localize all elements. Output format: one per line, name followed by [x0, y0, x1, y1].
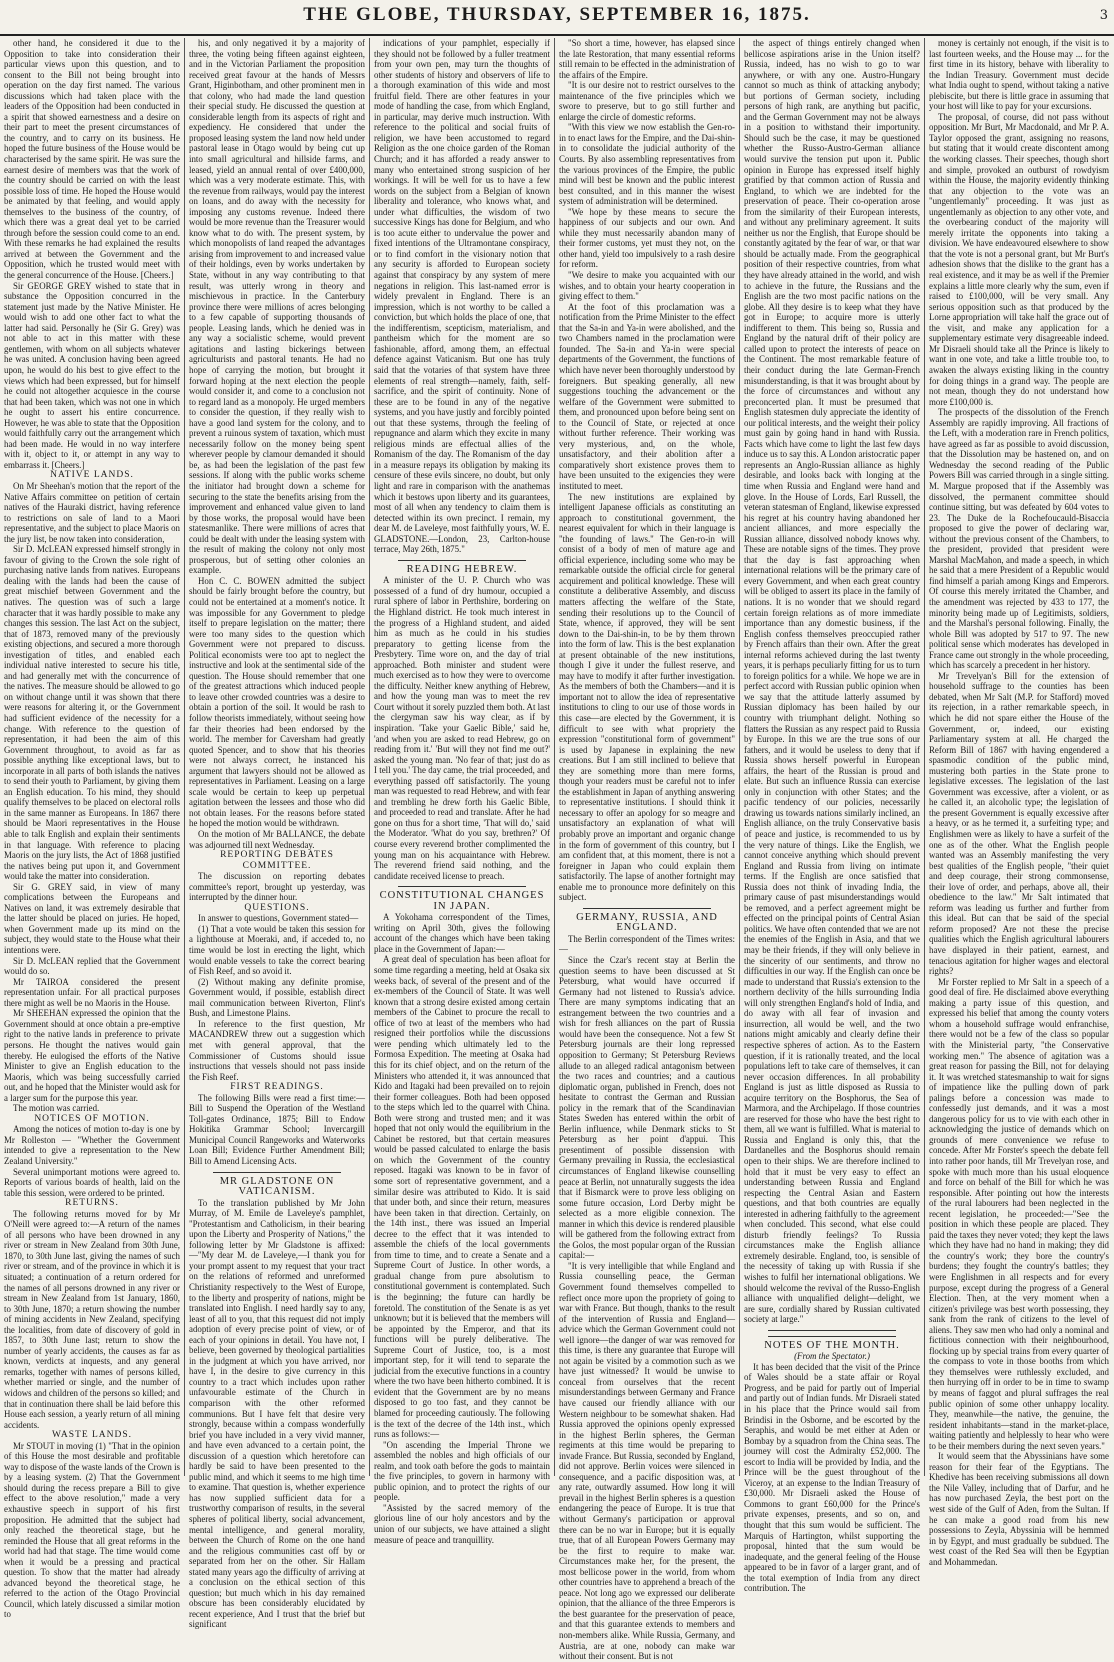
column-rule — [554, 38, 555, 1476]
article-paragraph: "It is our desire not to restrict ourselves to the maintenance of the five principles which we swore to preserve, but to go still further and enlarge the circle of domestic reforms. — [559, 80, 735, 122]
section-divider — [768, 1330, 896, 1331]
article-paragraph: Mr STOUT in moving (1) "That in the opinion of this House the most desirable and profitable way to dispose of the waste lands of the Crown is by a leasing system. (2) That the Government should during the recess prepare a Bill to give effect to the above resolution," made a very exhaustive speech in support of his first proposition. He admitted that the subject had only reached the theoretical stage, but he reminded the House that all great reforms in the world had had that stage. The time would come when it would be a pressing and practical question. To show that the matter had already advanced beyond the theoretical stage, he referred to the action of the Otago Provincial Council, which lately discussed a similar motion to — [4, 1440, 180, 1620]
section-heading: FIRST READINGS. — [230, 1082, 324, 1093]
article-paragraph: The Berlin correspondent of the Times writes:— — [559, 933, 735, 955]
column-1 — [4, 38, 180, 1620]
article-paragraph: Sir GEORGE GREY wished to state that in substance the Opposition concurred in the statement just made by the Native Minister. He would wish to add one other fact to what the latter had said. Personally he (Sir G. Grey) was not able to act in this matter with these gentlemen, with whom on all subjects whatever he was united. A conclusion having been agreed upon, he would do his best to give effect to the views which had been expressed, but for himself he could not altogether acquiesce in the course that had been taken, which was not one in which he ought to assert his entire concurrence. However, he was able to state that the Opposition would faithfully carry out the arrangement which had been made. He would in no way interfere with it, object to it, or attempt in any way to embarrass it. [Cheers.] — [4, 280, 180, 470]
article-source: (From the Spectator.) — [794, 1351, 870, 1362]
article-divider — [583, 908, 711, 909]
section-heading: WASTE LANDS. — [51, 1430, 133, 1441]
article-paragraph: "With this view we now establish the Gen-ro-in to enact laws for the Empire, and the Dai-shin-in to consolidate the judicial authority of the Courts. By also assembling representatives from the various provinces of the Empire, the public mind will best be known and the public interest best consulted, and in this manner the wisest system of administration will be determined. — [559, 122, 735, 207]
article-paragraph: Sir D. McLEAN expressed himself strongly in favour of giving to the Crown the sole right of purchasing native lands from natives. Europeans dealing with the lands had been the cause of great mischief between Government and the natives. The question was of such a large character that it was hardly possible to make any changes this session. The last Act on the subject, that of 1873, removed many of the previously existing objections, and secured a more thorough investigation of titles, and enabled each individual native interested to secure his title, and had generally met with the concurrence of the natives. The measure should be allowed to go on without change until it was shown that there were reasons for altering it, or the Government had sufficient evidence of the necessity for a change. With reference to the question of representation, it had been the aim of this Government throughout, to avoid as far as possible anything like exceptional laws, but to incorporate in all parts of both islands the natives to send their youth to Parliament, by giving them an English education. To his mind, they should qualify themselves to be placed on electoral rolls in the same manner as Europeans. In 1867 there should be Maori representatives in the House able to talk English and explain their sentiments in that language. With reference to placing Maoris on the jury lists, the Act of 1868 justified the natives being put upon it, and Government would take the matter into consideration. — [4, 544, 180, 882]
article-paragraph: "So short a time, however, has elapsed since the late Restoration, that many essential reforms still remain to be effected in the administration of the affairs of the Empire. — [559, 38, 735, 80]
article-paragraph: (2) Without making any definite promise, Government would, if possible, establish direct mail communication between Riverton, Flint's Bush, and Limestone Plains. — [189, 976, 365, 1019]
column-rule — [924, 38, 925, 1476]
article-paragraph: Since the Czar's recent stay at Berlin the question seems to have been discussed at St Petersburg, what would have occurred if Germany had not listened to Russia's advice. There are many symptoms indicating that an estrangement between the two countries and a wish for fresh alliances on the part of Russia would have been the consequence. Not a few St Petersburg journals are their long repressed opposition to Germany; St Petersburg Reviews allude to an alleged radical antagonism between the two races and countries; and a cautious diplomatic organ, published in French, does not hesitate to contrast the German and Russian policy in the remark that of the Scandinavian States Sweden has entered within the orbit of Berlin influence, while Denmark sticks to St Petersburg as her point d'appui. This presentiment of possible dissension with Germany prevailing in Russia, the ecclesiastical circumstances of England likewise counselling peace at Berlin, not unnaturally suggests the idea that if Bismarck were to prove less obliging on some future occasion, Lord Derby might be selected as a more eligible connexion. The manner in which this device is rendered plausible will be gathered from the following extract from the Golos, the most popular organ of the Russian capital:— — [559, 955, 735, 1261]
article-paragraph: his, and only negatived it by a majority of three, the voting being fifteen against eighteen, and in the Victorian Parliament the proposition received great favour at the hands of Messrs Grant, Higinbotham, and other prominent men in that colony, who had made the land question their special study. He discussed the question at considerable length from its aspects of right and expediency. He considered that under the proposed leasing system the land now held under pastoral lease in Otago would by being cut up into small agricultural and hillside farms, and leased, yield an annual rental of over £400,000, which was a very moderate estimate. This, with the revenue from railways, would pay the interest on loans, and do away with the necessity for imposing any customs revenue. Indeed there would be more revenue than the Treasurer would know what to do with. The present system, by which monopolists of land reaped the advantages arising from improvement to and increased value of their holdings, even by works undertaken by State, without in any way contributing to that result, was utterly wrong in theory and mischievous in practice. In the Canterbury province there were millions of acres belonging to a few capable of supporting thousands of people. Leasing lands, which he denied was in any way a socialistic scheme, would prevent agitations and lasting bickerings between agriculturists and pastoral tenants. He had no hope of carrying the motion, but brought it forward hoping at the next election the people would consider it, and come to a conclusion not to regard land as a monopoly. He urged members to consider the question, if they really wish to have a good land system for the colony, and to prevent a ruinous system of taxation, which must necessarily follow on the money being spent wherever people by clamour demanded it should be, as had been the legislation of the past few sessions. If along with the public works scheme the initiator had brought down a scheme for securing to the state the benefits arising from the improvement and enhanced value given to land by those works, the proposal would have been statesmanlike. There were millions of acres that could be dealt with under the leasing system with the result of making the colony not only most prosperous, but of setting other colonies an example. — [189, 38, 365, 576]
article-headline: NOTES OF THE MONTH. — [764, 1339, 900, 1351]
article-paragraph: Sir G. GREY said, in view of many complications between the Europeans and Natives on land, it was extremely desirable that the latter should be placed on juries. He hoped, when Government made up its mind on the subject, they would state to the House what their intentions were. — [4, 881, 180, 956]
column-rule — [739, 38, 740, 1476]
article-paragraph: other hand, he considered it due to the Opposition to take into consideration their particular views upon this question, and to consent to the Bill not being brought into operation on the day first named. The various discussions which had taken place with the leaders of the Opposition had been conducted in a spirit that showed earnestness and a desire on their part to meet the present circumstances of the country, and to carry on its business. He hoped the future business of the House would be characterised by the same spirit. He was sure the earnest desire of members was that the work of the country should be carried on with the least possible loss of time. He hoped the House would be animated by that feeling, and would apply themselves to the business of the country, of which there was a great deal yet to be carried through before the session could come to an end. With these remarks he had explained the results arrived at between the Government and the Opposition, which he trusted would meet with the general concurrence of the House. [Cheers.] — [4, 38, 180, 281]
section-heading: QUESTIONS. — [244, 902, 310, 913]
article-paragraph: the aspect of things entirely changed when bellicose aspirations arise in the Union itself? Russia, indeed, has no wish to go to war anywhere, or with any one. Austro-Hungary cannot so much as think of attacking anybody; but portions of German society, including persons of high rank, are anything but pacific, and the German Government may not be always in a position to withstand their importunity. Should such be the case, it may be questioned whether the Russo-Austro-German alliance would survive the tension put upon it. Public opinion in Europe has expressed itself highly gratified by that common action of Russia and England, to which we are indebted for the preservation of peace. Their co-operation arose from the similarity of their European interests, and without any preliminary agreement. It suits neither us nor the English, that Europe should be constantly agitated by the fear of war, or that war should be actually made. From the geographical position of their respective countries, from what they have already attained in the world, and wish to achieve in the future, the Russians and the English are the two most pacific nations on the globe. All they desire is to keep what they have got in Europe; to acquire more is utterly indifferent to them. This being so, Russia and England by the natural drift of their policy are called upon to protect the interests of peace on the Continent. The most remarkable feature of their conduct during the late German-French misunderstanding, is that it was brought about by the force of circumstances and without any preconcerted plan. It must be presumed that English statesmen duly appreciate the identity of our political interests, and the weight their policy must gain by going hand in hand with Russia. Facts which have come to light the last few days induce us to say this. A London aristocratic paper represents an Anglo-Russian alliance as highly desirable, and looks back with longing at the time when Russia and England were hand and glove. In the House of Lords, Earl Russell, the veteran statesman of England, likewise expressed his regret at his country having abandoned her ancient alliances, and more especially the Russian alliance, dissolved nobody knows why. These are notable signs of the times. They prove that the day is fast approaching when international relations will be the primary care of every Government, and when each great country will be obliged to assert its place in the family of nations. It is no wonder that we should regard certain foreign relations as of more immediate importance than any domestic business, if the English confess themselves preoccupied rather by French affairs than their own. After the great internal reforms achieved during the last twenty years, it is perhaps peculiarly fitting for us to turn to foreign politics for a while. We hope we are in perfect accord with Russian public opinion when we say that the attitude latterly assumed by Russian diplomacy has been hailed by our country with triumphant delight. Nothing so flatters the Russian as any respect paid to Russia by Europe. In this we are the true sons of our fathers, and it would be useless to deny that if Russia shows herself powerful in European affairs, the heart of the Russian is proud and elate. But such an influence Russia can exercise only in conjunction with other States; and the pacific tendency of our policies, necessarily drawing us towards nations similarly inclined, an English alliance, on the truly Conservative basis of peace and justice, is recommended to us by the very nature of things. Like the English, we cannot conceive anything which should prevent England and Russia from living on intimate terms. If the English are once satisfied that Russia does not think of invading India, the primary cause of past misunderstandings would be removed, and a perfect agreement might be effected on the principal points of Central Asian politics. We have often contended that we are not the enemies of the English in Asia, and that we may be their friends, if they will only believe in the sincerity of our sentiments, and throw no difficulties in our way. If the English can once be made to understand that Russia's extension to the northern declivity of the hills surrounding India will only strengthen England's hold of India, and do away with all fear of invasion and insurrection, all would be well, and the two nations might amicably and clearly define their respective spheres of action. As to the Eastern question, if it is rationally treated, and the local populations left to take care of themselves, it can never occasion differences. In all probability England is just as little disposed as Russia to acquire territory on the Bosphorus, the Sea of Marmora, and the Archipelago. If those countries are reserved for those who have the best right to them, all we want is fulfilled. What is material to Russia and England is only this, that the Dardanelles and the Bosphorus should remain open to their ships. We are therefore inclined to hold that it must be very easy to effect an understanding between Russia and England respecting the Central Asian and Eastern questions, and that both countries are equally interested in adhering faithfully to the agreement when concluded. This second, what else could disturb friendly feelings? To Russia circumstances make the English alliance extremely desirable. England, too, is sensible of the necessity of taking up with Russia if she wishes to fulfil her international obligations. We should welcome the revival of the Russo-English alliance with unqualified delight—delight, we are sure, cordially shared by Russian cultivated society at large." — [744, 38, 920, 1325]
article-paragraph: money is certainly not enough, if the visit is to last fourteen weeks, and the House may ... for the first time in its history, behave with liberality to the Indian Treasury. Government must decide what India ought to spend, without taking a native plebiscite, but there is little grace in assuming that your host will like to pay for your excursions. — [929, 38, 1109, 112]
article-headline: READING HEBREW. — [406, 563, 518, 575]
article-paragraph: It would seem that the Abyssinians have some reason for their fear of the Egyptians. The Khedive has been receiving submissions all down the Nile Valley, including that of Darfur, and he has now purchased Zeyla, the best port on the west side of the Gulf of Aden, from the Sultan. If he can make a good road from his new possessions to Zeyla, Abyssinia will be hemmed in by Egypt, and must gradually be subdued. The west coast of the Red Sea will then be Egyptian and Mohammedan. — [929, 1451, 1109, 1567]
column-rule — [369, 38, 370, 1476]
article-paragraph: Mr SHEEHAN expressed the opinion that the Government should at once obtain a pre-emptive right to the native lands in preference to private persons. He thought the natives would gain thereby. He eulogised the efforts of the Native Minister to give an English education to the Maoris, which was being successfully carried out, and he hoped that the Minister would ask for a larger sum for the purpose this year. — [4, 1008, 180, 1103]
article-paragraph: The prospects of the dissolution of the French Assembly are rapidly improving. All fractions of the Left, with a moderation rare in French politics, have agreed as far as possible to avoid discussion, that the Dissolution may be hastened on, and on Wednesday the second reading of the Public Powers Bill was carried through in a single sitting. M. Margue proposed that if the Assembly was dissolved, the permanent committee should continue sitting, but was defeated by 604 votes to 23. The Duke de la Rochefoucauld-Bisaccia proposed to give the power of declaring war, without the previous consent of the Chambers, to the president, provided that president were Marshal MacMahon, and made a speech, in which he said that a mere President of a Republic would find himself a pariah among Kings and Emperors. Of course this merely irritated the Chamber, and the amendment was rejected by 433 to 177, the minority being made up of Legitimists, soldiers, and the Marshal's personal following. Finally, the whole Bill was adopted by 517 to 97. The new political sense which moderates has developed in France came out strongly in the whole proceeding, which has scarcely a precedent in her history. — [929, 407, 1109, 671]
column-5 — [744, 38, 920, 1594]
article-paragraph: The discussion on reporting debates committee's report, brought up yesterday, was interrupted by the dinner hour. — [189, 871, 365, 903]
masthead — [0, 0, 1114, 36]
article-paragraph: "Assisted by the sacred memory of the glorious line of our holy ancestors and by the union of our subjects, we have attained a slight measure of peace and tranquillity. — [374, 1502, 550, 1545]
section-heading: RETURNS. — [65, 1198, 119, 1209]
article-paragraph: Hon C. C. BOWEN admitted the subject should be fairly brought before the country, but could not be entertained at a moment's notice. It was impossible for any Government to pledge itself to prepare legislation on the matter; there were too many sides to the question which Government were not prepared to discuss. Political economists were too apt to neglect the instructive and look at the sentimental side of the question. The House should remember that one of the greatest attractions which induced people to leave other crowded countries was a desire to obtain a portion of the soil. It would be rash to follow theorists immediately, without seeing how far their theories had been endorsed by the world. The member for Caversham had greatly quoted Spencer, and to show that his theories were not always correct, he instanced his argument that lawyers should not be allowed as representatives in Parliament. Leasing on a large scale would be certain to keep up perpetual agitation between the lessees and those who did not obtain leases. For the reasons before stated he hoped the motion would be withdrawn. — [189, 575, 365, 829]
column-4 — [559, 38, 735, 1662]
article-paragraph: A Yokohama correspondent of the Times, writing on April 30th, gives the following account of the changes which have been taking place in the Government of Japan:— — [374, 912, 550, 954]
article-paragraph: (1) That a vote would be taken this session for a lighthouse at Moeraki, and, if acceded to, no time would be lost in erecting the light, which would enable vessels to take the correct bearing of Fish Reef, and so avoid it. — [189, 923, 365, 977]
section-heading: NOTICES OF MOTION. — [34, 1113, 150, 1124]
article-headline: GERMANY, RUSSIA, AND ENGLAND. — [576, 911, 718, 934]
article-paragraph: In answer to questions, Government stated— — [198, 913, 359, 924]
column-rule — [184, 38, 185, 1476]
article-divider — [398, 886, 526, 887]
article-paragraph: In reference to the first question, Mr MACANDREW threw out a suggestion which met with general approval, that the Commissioner of Customs should issue instructions that vessels should not pass inside the Fish Reef. — [189, 1018, 365, 1082]
article-paragraph: At the foot of this proclamation was a notification from the Prime Minister to the effect that the Sa-in and Ya-in were abolished, and the two Chambers named in the proclamation were founded. The Sa-in and Ya-in were special departments of the Government, the functions of which have never been thoroughly understood by foreigners. But speaking generally, all new suggestions touching the advancement or the welfare of the Government were submitted to them, and pronounced upon before being sent on to the Council of State, or rejected at once without further reference. Their working was very mysterious, and, on the whole, unsatisfactory, and their abolition after a comparatively short existence proves them to have been unsuited to the exigencies they were instituted to meet. — [559, 301, 735, 491]
article-divider — [768, 1336, 896, 1337]
article-paragraph: On the motion of Mr BALLANCE, the debate was adjourned till next Wednesday. — [189, 829, 365, 850]
article-paragraph: On Mr Sheehan's motion that the report of the Native Affairs committee on petition of certain natives of the Hauraki district, having reference to restrictions on sale of land to a Maori representative, and the subject to place Maoris on the jury list, be now taken into consideration, — [4, 480, 180, 544]
article-divider — [398, 560, 526, 561]
article-paragraph: The following Bills were read a first time:—Bill to Suspend the Operation of the Westland Toll-gates Ordinance, 1875; Bill to Endow Hokitika Grammar School; Invercargill Municipal Council Rangeworks and Waterworks Loan Bill; Evidence Further Amendment Bill; Bill to Amend Licensing Acts. — [189, 1092, 365, 1166]
article-paragraph: "We desire to make you acquainted with our wishes, and to obtain your hearty cooperation in giving effect to them." — [559, 270, 735, 302]
article-paragraph: The motion was carried. — [13, 1103, 100, 1114]
article-headline: CONSTITUTIONAL CHANGES IN JAPAN. — [379, 890, 545, 912]
article-paragraph: The new institutions are explained by intelligent Japanese officials as constituting an approach to constitutional government, the nearest equivalent for which in their language is "the founding of laws." The Gen-ro-in will consist of a body of men of mature age and official experience, including some who may be remarkable outside the official circle for general acquirement and political knowledge. These will constitute a deliberative Assembly, and discuss matters affecting the welfare of the State, sending their resolutions up to the Council of State, whence, if approved, they will be sent down to the Dai-shin-in, to be by them thrown into the form of law. This is the best explanation at present obtainable of the new institutions, though I give it under the fullest reserve, and may have to modify it after further investigation. As the members of both the Chambers—and it is important not to allow the idea of representative institutions to cling to our use of those words in this case—are elected by the Government, it is difficult to see with what propriety the expression "constitutional form of government" is used by Japanese in explaining the new creations. But I am still inclined to believe that they are something more than mere forms, though your readers must be careful not to infer the establishment in Japan of anything answering to representative institutions. I should think it necessary to offer an apology for so meagre and unsatisfactory an explanation of what will probably prove an important and organic change in the form of government of this country, but I am confident that, at this moment, there is not a foreigner in Japan who could explain them satisfactorily. The lapse of another fortnight may enable me to pronounce more definitely on this subject. — [559, 491, 735, 903]
article-paragraph: "It is very intelligible that while England and Russia counselling peace, the German Government found themselves compelled to reflect once more upon the propriety of going to war with France. But though, thanks to the result of the intervention of Russia and England—advice which the German Government could not well ignore—the danger of war was removed for this time, is there any guarantee that Europe will not again be visited by a commotion such as we have just witnessed? It would be unwise to conceal from ourselves that the recent misunderstandings between Germany and France have caused our friendly alliance with our Western neighbour to be somewhat shaken. Had Russia approved the opinions openly expressed in the highest Berlin spheres, the German regiments at this time would be preparing to invade France. But Russia, seconded by England, did not approve. Berlin voices were silenced in consequence, and a pacific disposition was, at any rate, outwardly assumed. How long it will prevail in the highest Berlin spheres is a question endangering the peace of Europe. It is true that without Germany's participation or approval there can be no war in Europe; but it is equally true, that of all European Powers Germany may be the first to require to make war. Circumstances make her, for the present, the most bellicose power in the world, from whom other countries have to apprehend a breach of the peace. Not long ago we expressed our deliberate opinion, that the alliance of the three Emperors is the best guarantee for the preservation of peace, and that this guarantee extends to members and non-members alike. While Russia, Germany, and Austria, are at one, nobody can make war without their consent. But is not — [559, 1260, 735, 1662]
article-paragraph: "On ascending the Imperial Throne we assembled the nobles and high officials of our realm, and took oath before the gods to maintain the five principles, to govern in harmony with public opinion, and to protect the rights of our people. — [374, 1439, 550, 1503]
article-paragraph: The following returns moved for by Mr O'Neill were agreed to:—A return of the names of all persons who have been drowned in any river or stream in New Zealand from 30th June, 1870, to 30th June last, giving the names of such river or stream, and of the province in which it is situated; a continuation of a return ordered for the names of all persons drowned in any river or stream in New Zealand from 1st January, 1860, to 30th June, 1870; a return showing the number of mining accidents in New Zealand, specifying the localities, from date of discovery of gold in 1857, to 30th June last; return to show the number of yearly accidents, the causes as far as known, verdicts at inquests, and any general remarks, together with names of persons killed, whether married or single, and the number of widows and children of the persons so killed; and that in continuation there shall be laid before this House each session, a yearly return of all mining accidents. — [4, 1208, 180, 1430]
column-2 — [189, 38, 365, 1630]
article-paragraph: The proposal, of course, did not pass without opposition. Mr Burt, Mr Macdonald, and Mr P. A. Taylor opposed the grant, assigning no reasons, but stating that it would create discontent among the working classes. Their speeches, though short and simple, provoked an outburst of rowdyism within the House, the majority evidently thinking that any objection to the vote was an "ungentlemanly" proceeding. It was just as ungentlemanly as objection to any other vote, and the overbearing conduct of the majority will merely irritate the opponents into taking a division. We have endeavoured elsewhere to show that the vote is not a personal grant, but Mr Burt's adhesion shows that the dislike to the grant has a real existence, and it may be as well if the Premier explains a little more clearly why the sum, even if raised to £100,000, will be very small. Any serious opposition such as that produced by the Lorne appropriation will take half the grace out of the visit, and make any application for a supplementary estimate very disagreeable indeed. Mr Disraeli should take all the Prince is likely to want in one vote, and take a little trouble too, to awaken the always existing liking in the country for doing things in a grand way. The people are not mean, though they do not understand how more £100,000 is. — [929, 111, 1109, 407]
article-paragraph: To the translation published by Mr John Murray, of M. Emile de Laveleye's pamphlet, "Protestantism and Catholicism, in their bearing upon the Liberty and Prosperity of Nations," the following letter by Mr Gladstone is affixed:—"My dear M. de Laveleye,—I thank you for your prompt assent to my request that your tract on the relations of reformed and unreformed Christianity respectively to the West of Europe, to the liberty and prosperity of nations, might be translated into English. I need hardly say to any, least of all to you, that this request did not imply adoption of every precise point of view, or of each of your opinions in detail. You have not, I believe, been governed by theological partialities in the judgment at which you have arrived, nor have I, in the desire to give currency in this country to a tract which includes upon rather unfavourable estimate of the Church in comparison with the other reformed communions. But I have felt that desire very strongly, because within a compass wonderfully brief you have included in a very vivid manner, and have even advanced to a certain point, the discussion of a question which heretofore can hardly be said to have been presented to the public mind, and which it seems to me high time to examine. That question is, whether experience has now supplied sufficient data for a trustworthy comparison of results, in the several spheres of political liberty, social advancement, mental intelligence, and general morality, between the Church of Rome on the one hand and the religious communities cast off by or separated from her on the other. Sir Hallam stated many years ago the difficulty of arriving at a conclusion on the ethical section of this question; but much which in his day remained obscure has been considerably elucidated by recent experience, And I trust that the brief but significant — [189, 1197, 365, 1630]
article-paragraph: "We hope by these means to secure the happiness of our subjects and our own. And while they must necessarily abandon many of their former customs, yet must they not, on the other hand, yield too impulsively to a rash desire for reform. — [559, 206, 735, 270]
column-3 — [374, 38, 550, 1545]
article-paragraph: A minister of the U. P. Church who was possessed of a fund of dry humour, occupied a rural sphere of labor in Perthshire, bordering on the Highland district. He took much interest in the progress of a Highland student, and aided him as much as he could in his studies preparatory to getting license from the Presbytery. Time wore on, and the day of trial approached. Both minister and student were much exercised as to how they were to overcome the difficulty. Neither knew anything of Hebrew, and how the young man was to meet the rev Court without it sorely puzzled them both. At last the clergyman saw his way clear, as if by inspiration. 'Take your Gaelic Bible,' said he, 'and when you are asked to read Hebrew, go on reading from it.' 'But will they not find me out?' asked the young man. 'No fear of that; just do as I tell you.' The day came, the trial proceeded, and everything passed off satisfactorily. The young man was requested to read Hebrew, and with fear and trembling he drew forth his Gaelic Bible, and proceeded to read and translate. After he had gone on thus for a short time, 'That will do,' said the Moderator. 'What do you say, brethren?' Of course every reverend brother complimented the young man on his acquaintance with Hebrew. The reverend friend said nothing, and the candidate received license to preach. — [374, 575, 550, 881]
section-heading: REPORTING DEBATES COMMITTEE. — [220, 850, 334, 871]
column-6 — [929, 38, 1109, 1567]
article-paragraph: Several unimportant motions were agreed to. Reports of various boards of health, laid on the table this session, were ordered to be printed. — [4, 1166, 180, 1198]
masthead-title: THE GLOBE, THURSDAY, SEPTEMBER 16, 1875. — [303, 4, 811, 25]
article-paragraph: It has been decided that the visit of the Prince of Wales should be a state affair or Royal Progress, and be paid for partly out of Imperial and partly out of Indian funds. Mr Disraeli stated in his place that the Prince would sail from Brindisi in the Osborne, and be escorted by the Seraphis, and would be met either at Aden or Bombay by a squadron from the China seas. The journey will cost the Admiralty £52,000. The escort to India will be provided by India, and the Prince will be the guest throughout of the Viceroy, at an expense to the Indian Treasury of £30,000. Mr Disraeli asked the House of Commons to grant £60,000 for the Prince's private expenses, presents, and so on, and thought that this sum would be sufficient. The Marquis of Hartington, whilst supporting the proposal, hinted that the sum would be inadequate, and the general feeling of the House appeared to be in favor of a larger grant, and of the total exemption of India from any direct contribution. The — [744, 1361, 920, 1594]
article-paragraph: Mr Forster replied to Mr Salt in a speech of a good deal of fire. He disclaimed above everything making a party issue of this question, and expressed his belief that among the county voters whom a household suffrage would enfranchise, there would not be a few of the class so popular with the Ministerial party, "the Conservative working men." The absence of agitation was a great reason for passing the Bill, not for delaying it. It was wretched statesmanship to wait for signs of impatience like the pulling down of park palings before a concession was made to confessedly just demands, and it was a most dangerous policy for us to vie with each other in acknowledging the justice of demands which on grounds of mere convenience we refuse to concede. After Mr Forster's speech the debate fell into rather poor hands, till Mr Trevelyan rose, and spoke with much more than his usual eloquence and force on behalf of the Bill for which he was responsible. After pointing out how the interests of the rural labourers had been neglected in the recent legislation, he proceeded:—"See the position in which these people are placed. They paid the taxes they never voted; they kept the laws which they have had no hand in making; they did the country's work; they bore the country's burdens; they fought the country's battles; they were Englishmen in all respects and for every purpose, except during the progress of a General Election. Then, at the very moment when a citizen's privilege was best worth possessing, they sank from the rank of citizens to the level of aliens. They saw men who had only a nominal and fictitious connection with their neighbourhood, flocking up by special trains from every quarter of the compass to vote in those booths from which they themselves were ruthlessly excluded, and then hurrying off in order to be in time to swamp by means of faggot and plural suffrages the real public opinion of some other unhappy locality. They, meanwhile—the native, the genuine, the resident inhabitants—stand in the market-place, waiting patiently and helplessly to hear who were to be their members during the next seven years." — [929, 976, 1109, 1451]
page-number: 3 — [1099, 8, 1108, 23]
article-paragraph: Mr Trevelyan's Bill for the extension of household suffrage to the counties has been debated, when Mr Salt (M.P. for Stafford) moved its rejection, in a rather remarkable speech, in which he did not spare either the House of the Government, or, indeed, our existing Parliamentary system at all. He charged the Reform Bill of 1867 with having engendered a spasmodic condition of the public mind, mustering both parties in the State prone to legislative excesses. The legislation of the last Government was excessive, after a violent, or as he called it, an alcoholic type; the legislation of the present Government is equally excessive after a heavy, or as he termed it, a surfeiting type; and Englishmen were as likely to have a surfeit of the one as of the other. What the English people wanted was an Assembly manifesting the very best qualities of the English people, "their quiet and deep courage, their strong commonsense, their love of order, and perhaps, above all, their obedience to the law." Mr Salt intimated that reform was leading us further and further from this ideal. But can that be said of the special reform proposed? Are not these the precise qualities which the English agricultural labourers have displayed in their patient, earnest, and tenacious agitation for higher wages and electoral rights? — [929, 670, 1109, 977]
article-paragraph: A great deal of speculation has been afloat for some time regarding a meeting, held at Osaka six weeks back, of several of the present and of the ex-members of the Council of State. It was well known that a strong desire existed among certain members of the Cabinet to procure the recall to office of two at least of the members who had resigned their portfolios while the discussions were pending which ultimately led to the Formosa Expedition. The meeting at Osaka had this for its chief object, and on the return of the Ministers who attended it, it was announced that Kido and Itagaki had been prevailed on to rejoin their former colleagues. Both had been opposed to the steps which led to the quarrel with China. Both were strong and trusted men; and it was hoped that not only would the equilibrium in the Cabinet be restored, but that certain measures would be passed calculated to enlarge the basis on which the Government of the country reposed. Itagaki was known to be in favor of some sort of representative government, and a similar desire was attributed to Kido. It is said that under both, and since their return, measures have been taken in that direction. Certainly, on the 14th inst., there was issued an Imperial decree to the effect that it was intended to assemble the chiefs of the local governments from time to time, and to create a Senate and a Supreme Court of Justice. In other words, a gradual change from pure absolutism to constitutional government is contemplated. Such is the beginning; the future can hardly be foretold. The constitution of the Senate is as yet unknown; but it is believed that the members will be appointed by the Emperor, and that its functions will be purely deliberative. The Supreme Court of Justice, too, is a most important step, for it will tend to separate the judicial from the executive functions in a country where the two have been hitherto combined. It is evident that the Government are by no means disposed to go too fast, and they cannot be blamed for proceeding cautiously. The following is the text of the decree of the 14th inst., which runs as follows:— — [374, 954, 550, 1440]
article-headline: MR GLADSTONE ON VATICANISM. — [219, 1175, 335, 1198]
article-paragraph: Sir D. McLEAN replied that the Government would do so. — [4, 955, 180, 977]
article-divider — [213, 1172, 341, 1173]
article-paragraph: indications of your pamphlet, especially if they should not be followed by a fuller treatment from your own pen, may turn the thoughts of other students of history and observers of life to a thorough examination of this wide and most fruitful field. There are other features in your mode of handling the case, from which England, in particular, may derive much instruction. With reference to the political and social fruits of religion, we have been accustomed to regard Religion as the one choice garden of the Roman Church; and it has afforded a ready answer to many who entertained strong suspicion of her workings. It will be well for us to have a few words on the subject from a Belgian of known liberality and tolerance, who knows what, and under what difficulties, the wisdom of two successive Kings has done for Belgium, and who is too acute either to undervalue the power and fixed intentions of the Ultramontane conspiracy, or to find comfort in the visionary notion that any security is afforded to European society against that conspiracy by any system of mere negations in religion. This last-named error is widely prevalent in England. There is an impression, which is not worthy to be called a conviction, but which holds the place of one, that the indifferentism, scepticism, materialism, and pantheism which for the moment are so fashionable, afford, among them, an effectual defence against Vaticanism. But one has truly said that the votaries of that system have three elements of real strength—namely, faith, self-sacrifice, and the spirit of continuity. None of these are to be found in any of the negative systems, and you have justly and forcibly pointed out that these systems, through the feeling of repugnance and alarm which they excite in many religious minds are effectual allies of the Romanism of the day. The Romanism of the day in a measure repays its obligation by making its censure of these evils sincere, no doubt, but only light and rare in comparison with the anathemas which it bestows upon liberty and its guarantees, most of all when any tendency to claim them is detected within its own precinct. I remain, my dear M. de Laveleye, most faithfully yours, W. E. GLADSTONE.—London, 23, Carlton-house terrace, May 26th, 1875." — [374, 38, 550, 555]
article-paragraph: Among the notices of motion to-day is one by Mr Rolleston — "Whether the Government intended to give a representation to the New Zealand University." — [4, 1124, 180, 1166]
section-heading: NATIVE LANDS. — [50, 470, 134, 481]
article-paragraph: Mr TAIROA considered the present representation unfair. For all practical purposes there might as well be no Maoris in the House. — [4, 976, 180, 1008]
